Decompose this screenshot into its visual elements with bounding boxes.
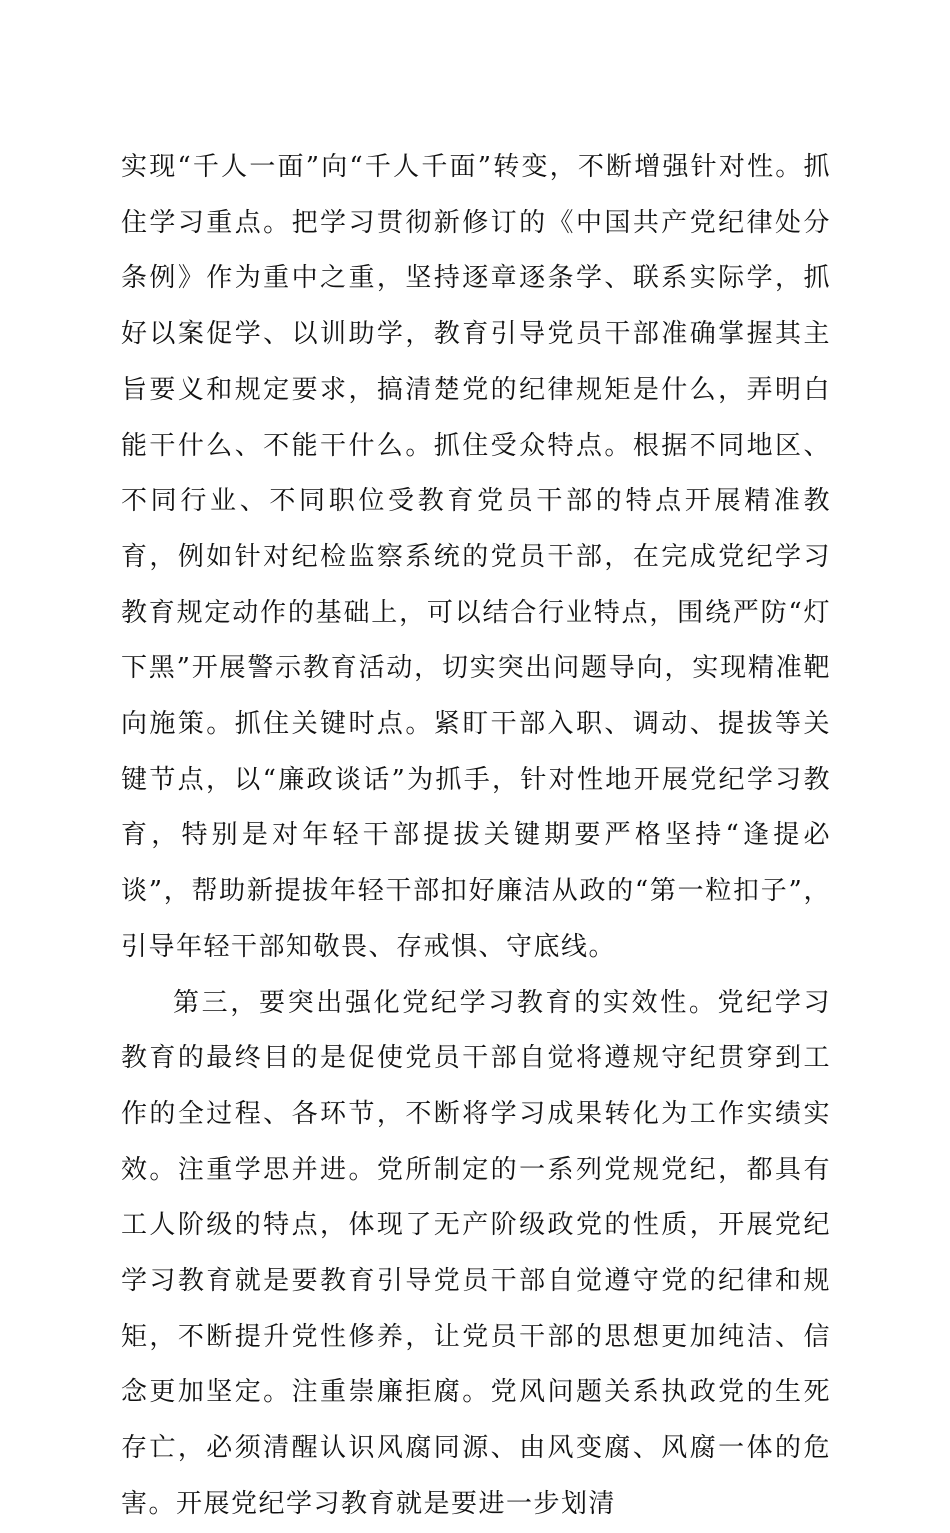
document-body [121, 140, 831, 1533]
paragraph-third-point: 第三，要突出强化党纪学习教育的实效性。党纪学习教育的最终目的是促使党员干部自觉将遵规守纪贯穿到工作的全过程、各环节，不断将学习成果转化为工作实绩实效。注重学思并进。党所制定的一系列党规党纪，都具有工人阶级的特点，体现了无产阶级政党的性质，开展党纪学习教育就是要教育引导党员干部自觉遵守党的纪律和规矩，不断提升党性修养，让党员干部的思想更加纯洁、信念更加坚定。注重崇廉拒腐。党风问题关系执政党的生死存亡，必须清醒认识风腐同源、由风变腐、风腐一体的危害。开展党纪学习教育就是要进一步划清 [121, 987, 831, 1519]
paragraph-continuation: 实现“千人一面”向“千人千面”转变，不断增强针对性。抓住学习重点。把学习贯彻新修订的《中国共产党纪律处分条例》作为重中之重，坚持逐章逐条学、联系实际学，抓好以案促学、以训助学，教育引导党员干部准确掌握其主旨要义和规定要求，搞清楚党的纪律规矩是什么，弄明白能干什么、不能干什么。抓住受众特点。根据不同地区、不同行业、不同职位受教育党员干部的特点开展精准教育，例如针对纪检监察系统的党员干部，在完成党纪学习教育规定动作的基础上，可以结合行业特点，围绕严防“灯下黑”开展警示教育活动，切实突出问题导向，实现精准靶向施策。抓住关键时点。紧盯干部入职、调动、提拔等关键节点，以“廉政谈话”为抓手，针对性地开展党纪学习教育，特别是对年轻干部提拔关键期要严格坚持“逢提必谈”，帮助新提拔年轻干部扣好廉洁从政的“第一粒扣子”，引导年轻干部知敬畏、存戒惧、守底线。 [121, 152, 831, 962]
